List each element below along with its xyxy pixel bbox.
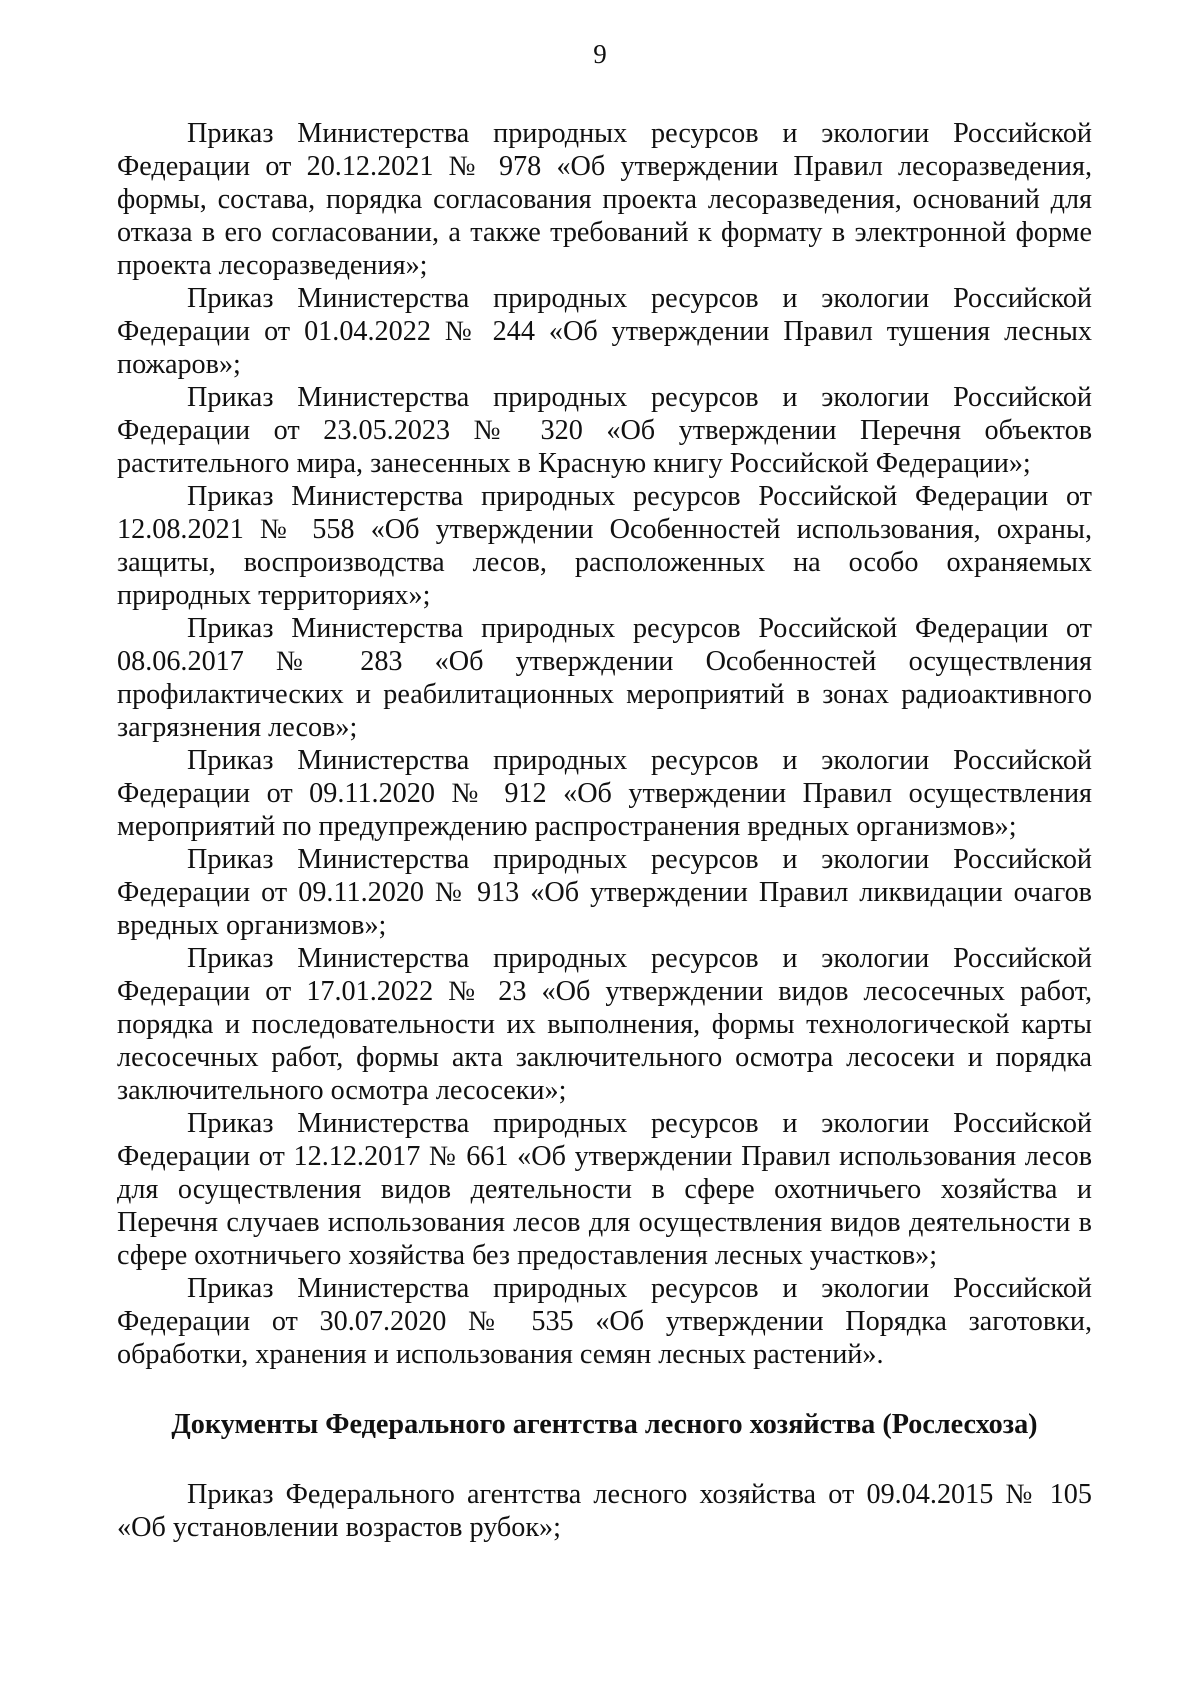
list-item: Приказ Министерства природных ресурсов и экологии Российской Федерации от 30.07.2020 № 535 «Об утверждении Порядка заготовки, обработки, хранения и использования семян лесных растений».	[117, 1273, 1092, 1370]
list-item: Приказ Федерального агентства лесного хозяйства от 09.04.2015 № 105 «Об установлении возрастов рубок»;	[117, 1479, 1092, 1543]
page-number: 9	[593, 39, 607, 69]
list-item: Приказ Министерства природных ресурсов и экологии Российской Федерации от 09.11.2020 № 912 «Об утверждении Правил осуществления мероприятий по предупреждению распространения вредных организмов»;	[117, 745, 1092, 842]
list-item: Приказ Министерства природных ресурсов и экологии Российской Федерации от 01.04.2022 № 244 «Об утверждении Правил тушения лесных пожаров»;	[117, 283, 1092, 380]
list-item: Приказ Министерства природных ресурсов Российской Федерации от 08.06.2017 № 283 «Об утверждении Особенностей осуществления профилактических и реабилитационных мероприятий в зонах радиоактивного загрязнения лесов»;	[117, 613, 1092, 743]
list-item: Приказ Министерства природных ресурсов Российской Федерации от 12.08.2021 № 558 «Об утверждении Особенностей использования, охраны, защиты, воспроизводства лесов, расположенных на особо охраняемых природных территориях»;	[117, 481, 1092, 611]
section-heading: Документы Федерального агентства лесного хозяйства (Рослесхоза)	[171, 1409, 1038, 1440]
list-item: Приказ Министерства природных ресурсов и экологии Российской Федерации от 23.05.2023 № 320 «Об утверждении Перечня объектов растительного мира, занесенных в Красную книгу Российской Федерации»;	[117, 382, 1092, 479]
list-item: Приказ Министерства природных ресурсов и экологии Российской Федерации от 17.01.2022 № 23 «Об утверждении видов лесосечных работ, порядка и последовательности их выполнения, формы технологической карты лесосечных работ, формы акта заключительного осмотра лесосеки и порядка заключительного осмотра лесосеки»;	[117, 943, 1092, 1106]
list-item: Приказ Министерства природных ресурсов и экологии Российской Федерации от 12.12.2017 № 661 «Об утверждении Правил использования лесов для осуществления видов деятельности в сфере охотничьего хозяйства и Перечня случаев использования лесов для осуществления видов деятельности в сфере охотничьего хозяйства без предоставления лесных участков»;	[117, 1108, 1092, 1271]
document-body	[117, 117, 1092, 1544]
list-item: Приказ Министерства природных ресурсов и экологии Российской Федерации от 20.12.2021 № 978 «Об утверждении Правил лесоразведения, формы, состава, порядка согласования проекта лесоразведения, оснований для отказа в его согласовании, а также требований к формату в электронной форме проекта лесоразведения»;	[117, 118, 1092, 281]
list-item: Приказ Министерства природных ресурсов и экологии Российской Федерации от 09.11.2020 № 913 «Об утверждении Правил ликвидации очагов вредных организмов»;	[117, 844, 1092, 941]
